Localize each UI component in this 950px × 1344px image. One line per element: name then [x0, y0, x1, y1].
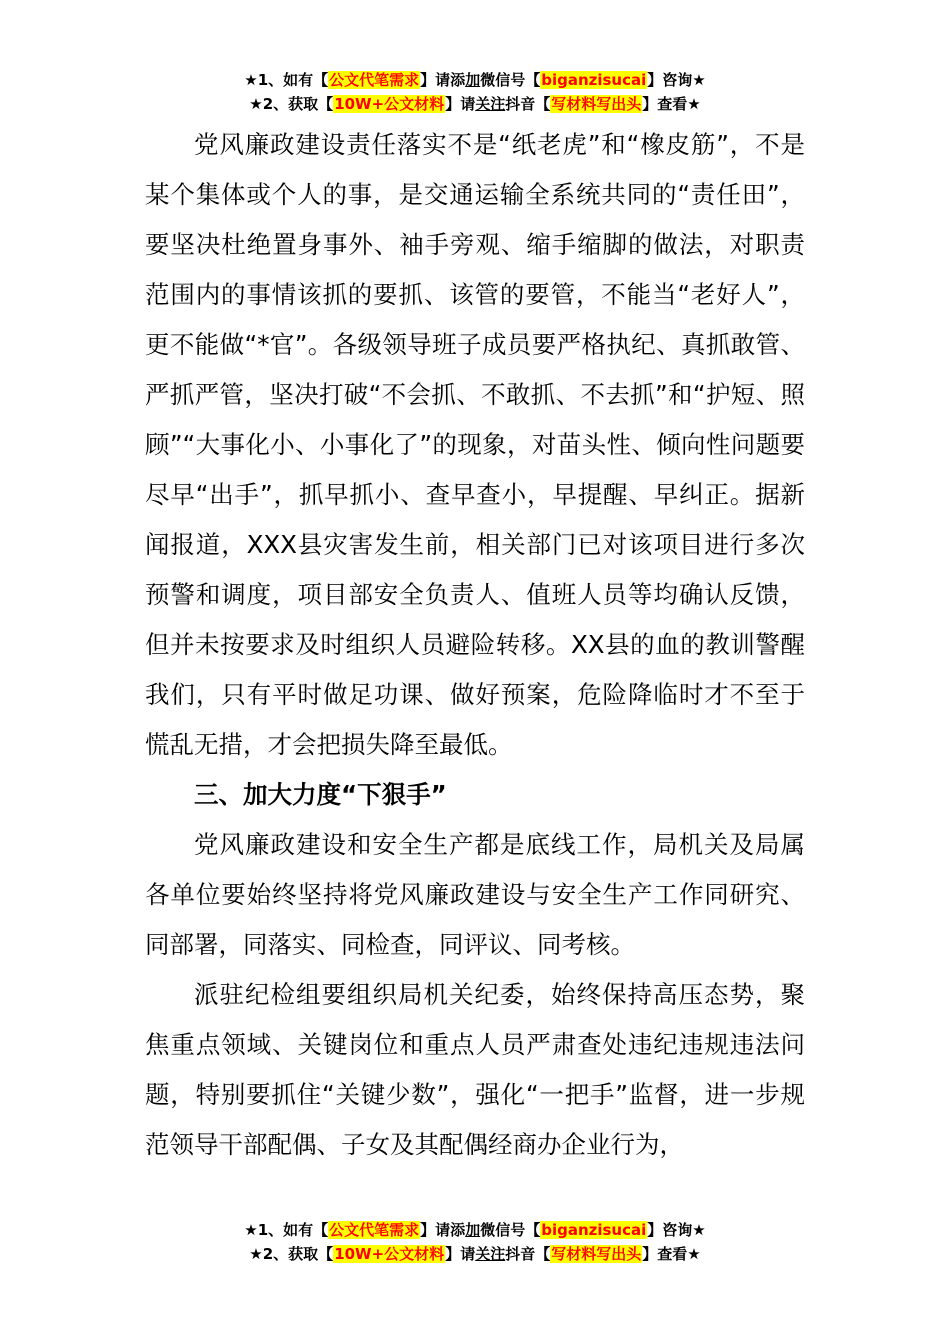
highlight-materials: 10W+公文材料	[334, 1245, 445, 1263]
footer-banner	[0, 1218, 950, 1266]
banner-line-1: ★1、如有【公文代笔需求】请添加微信号【biganzisucai】咨询★	[244, 1221, 706, 1239]
highlight-wechat-id: biganzisucai	[541, 1221, 647, 1239]
highlight-materials: 10W+公文材料	[334, 95, 445, 113]
banner-line-1: ★1、如有【公文代笔需求】请添加微信号【biganzisucai】咨询★	[244, 71, 706, 89]
highlight-service: 公文代笔需求	[329, 1221, 420, 1239]
banner-line-2: ★2、获取【10W+公文材料】请关注抖音【写材料写出头】查看★	[249, 1245, 701, 1263]
highlight-service: 公文代笔需求	[329, 71, 420, 89]
paragraph-1: 党风廉政建设责任落实不是“纸老虎”和“橡皮筋”，不是某个集体或个人的事，是交通运输全系统共同的“责任田”，要坚决杜绝置身事外、袖手旁观、缩手缩脚的做法，对职责范围内的事情该抓的要抓、该管的要管，不能当“老好人”，更不能做“*官”。各级领导班子成员要严格执纪、真抓敢管、严抓严管，坚决打破“不会抓、不敢抓、不去抓”和“护短、照顾”“大事化小、小事化了”的现象，对苗头性、倾向性问题要尽早“出手”，抓早抓小、查早查小，早提醒、早纠正。据新闻报道，XXX县灾害发生前，相关部门已对该项目进行多次预警和调度，项目部安全负责人、值班人员等均确认反馈，但并未按要求及时组织人员避险转移。XX县的血的教训警醒我们，只有平时做足功课、做好预案，危险降临时才不至于慌乱无措，才会把损失降至最低。	[145, 130, 805, 759]
banner-line-2: ★2、获取【10W+公文材料】请关注抖音【写材料写出头】查看★	[249, 95, 701, 113]
paragraph-3: 派驻纪检组要组织局机关纪委，始终保持高压态势，聚焦重点领域、关键岗位和重点人员严肃查处违纪违规违法问题，特别要抓住“关键少数”，强化“一把手”监督，进一步规范领导干部配偶、子女及其配偶经商办企业行为，	[145, 980, 805, 1159]
section-heading-3: 三、加大力度“下狠手”	[194, 780, 447, 809]
highlight-douyin: 写材料写出头	[551, 1245, 642, 1263]
header-banner	[0, 68, 950, 116]
highlight-douyin: 写材料写出头	[551, 95, 642, 113]
paragraph-2: 党风廉政建设和安全生产都是底线工作，局机关及局属各单位要始终坚持将党风廉政建设与安全生产工作同研究、同部署，同落实、同检查，同评议、同考核。	[145, 830, 805, 959]
highlight-wechat-id: biganzisucai	[541, 71, 647, 89]
document-body	[145, 120, 805, 1170]
